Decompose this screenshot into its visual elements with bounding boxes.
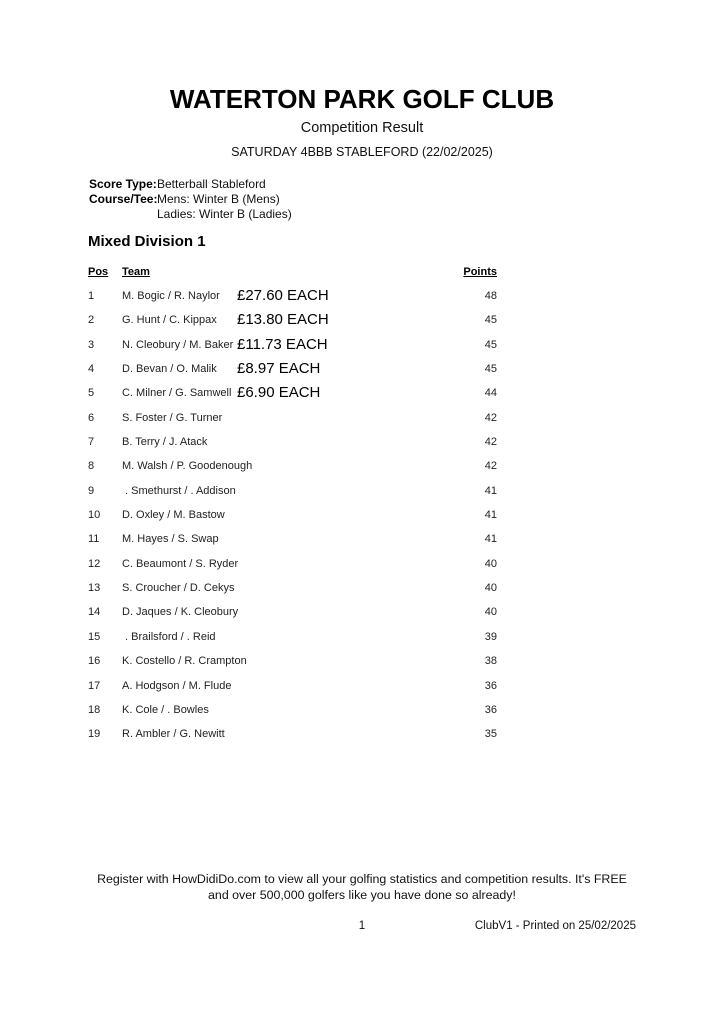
- team-cell: G. Hunt / C. Kippax: [122, 314, 217, 327]
- points-cell: 36: [484, 679, 497, 692]
- points-cell: 41: [484, 533, 497, 546]
- position-cell: 10: [88, 509, 101, 522]
- table-row: [88, 385, 497, 409]
- position-cell: 3: [88, 338, 95, 351]
- position-cell: 1: [88, 290, 95, 302]
- team-cell: C. Milner / G. Samwell: [122, 387, 232, 400]
- team-cell: D. Jaques / K. Cleobury: [122, 606, 239, 619]
- position-cell: 6: [88, 411, 95, 424]
- course-tee-label-spacer: [89, 207, 157, 222]
- promo-line-1: Register with HowDidiDo.com to view all your golfing statistics and competition results. It's FREE: [97, 872, 627, 886]
- points-cell: 38: [484, 655, 497, 668]
- table-row: [88, 653, 497, 677]
- table-row: [88, 483, 497, 507]
- table-row: [88, 531, 497, 555]
- team-cell: A. Hodgson / M. Flude: [122, 679, 232, 692]
- table-row: [88, 556, 497, 580]
- score-type-label: Score Type:: [89, 177, 157, 191]
- position-cell: 17: [88, 679, 101, 692]
- competition-name: SATURDAY 4BBB STABLEFORD (22/02/2025): [231, 145, 493, 159]
- table-row: [88, 678, 497, 702]
- col-header-team: Team: [122, 266, 150, 278]
- course-tee-value-ladies: Ladies: Winter B (Ladies): [157, 207, 292, 222]
- points-cell: 42: [484, 436, 497, 449]
- team-cell: . Smethurst / . Addison: [122, 484, 236, 497]
- team-cell: S. Foster / G. Turner: [122, 411, 223, 424]
- points-cell: 41: [484, 484, 497, 497]
- points-cell: 42: [484, 460, 497, 473]
- table-header-row: [88, 266, 497, 288]
- table-row: [88, 312, 497, 336]
- position-cell: 8: [88, 460, 95, 473]
- prize-cell: £6.90 EACH: [237, 384, 321, 402]
- team-cell: N. Cleobury / M. Baker: [122, 338, 234, 351]
- promo-text: [0, 872, 724, 903]
- position-cell: 2: [88, 314, 95, 327]
- points-cell: 44: [484, 387, 497, 400]
- promo-line-2: and over 500,000 golfers like you have done so already!: [208, 887, 516, 902]
- position-cell: 18: [88, 703, 101, 716]
- points-cell: 45: [484, 338, 497, 351]
- points-cell: 42: [484, 411, 497, 424]
- table-row: [88, 580, 497, 604]
- table-row: [88, 702, 497, 726]
- team-cell: D. Bevan / O. Malik: [122, 363, 217, 376]
- position-cell: 15: [88, 630, 101, 643]
- course-tee-value-mens: Mens: Winter B (Mens): [157, 192, 280, 207]
- position-cell: 12: [88, 557, 101, 570]
- points-cell: 40: [484, 606, 497, 619]
- division-heading: Mixed Division 1: [88, 233, 206, 250]
- page-footer: [0, 920, 724, 934]
- position-cell: 9: [88, 484, 95, 497]
- points-cell: 35: [484, 728, 497, 741]
- report-type: Competition Result: [300, 120, 424, 136]
- points-cell: 40: [484, 582, 497, 595]
- table-row: [88, 434, 497, 458]
- table-row: [88, 458, 497, 482]
- team-cell: M. Hayes / S. Swap: [122, 533, 219, 546]
- team-cell: C. Beaumont / S. Ryder: [122, 557, 239, 570]
- position-cell: 5: [88, 387, 95, 400]
- points-cell: 45: [484, 363, 497, 376]
- position-cell: 7: [88, 436, 95, 449]
- printed-footer: ClubV1 - Printed on 25/02/2025: [474, 920, 636, 932]
- points-cell: 45: [484, 314, 497, 327]
- team-cell: K. Costello / R. Crampton: [122, 655, 247, 668]
- prize-cell: £11.73 EACH: [237, 335, 328, 353]
- position-cell: 16: [88, 655, 101, 668]
- table-row: [88, 629, 497, 653]
- points-cell: 39: [484, 630, 497, 643]
- table-row: [88, 604, 497, 628]
- course-tee-label: Course/Tee:: [89, 192, 158, 207]
- position-cell: 19: [88, 728, 101, 741]
- points-cell: 41: [484, 509, 497, 522]
- position-cell: 14: [88, 606, 101, 619]
- table-row: [88, 410, 497, 434]
- team-cell: R. Ambler / G. Newitt: [122, 728, 225, 741]
- points-cell: 40: [484, 557, 497, 570]
- col-header-pos: Pos: [88, 266, 109, 278]
- prize-cell: £8.97 EACH: [237, 360, 321, 378]
- table-row: [88, 726, 497, 750]
- points-cell: 36: [484, 703, 497, 716]
- col-header-points: Points: [463, 266, 497, 278]
- position-cell: 11: [88, 533, 100, 546]
- table-body: [88, 288, 497, 751]
- team-cell: D. Oxley / M. Bastow: [122, 509, 225, 522]
- team-cell: M. Bogic / R. Naylor: [122, 290, 220, 302]
- team-cell: M. Walsh / P. Goodenough: [122, 460, 253, 473]
- page-number: 1: [358, 920, 366, 932]
- position-cell: 13: [88, 582, 101, 595]
- results-table: [88, 266, 497, 741]
- table-row: [88, 288, 497, 312]
- prize-cell: £27.60 EACH: [237, 287, 329, 304]
- table-row: [88, 361, 497, 385]
- page-title: WATERTON PARK GOLF CLUB: [169, 84, 555, 114]
- table-row: [88, 337, 497, 361]
- score-type-value: Betterball Stableford: [157, 177, 266, 191]
- prize-cell: £13.80 EACH: [237, 311, 329, 329]
- table-row: [88, 507, 497, 531]
- team-cell: B. Terry / J. Atack: [122, 436, 208, 449]
- meta-block: [89, 177, 292, 223]
- team-cell: S. Croucher / D. Cekys: [122, 582, 235, 595]
- position-cell: 4: [88, 363, 95, 376]
- points-cell: 48: [484, 290, 497, 302]
- team-cell: . Brailsford / . Reid: [122, 630, 216, 643]
- team-cell: K. Cole / . Bowles: [122, 703, 209, 716]
